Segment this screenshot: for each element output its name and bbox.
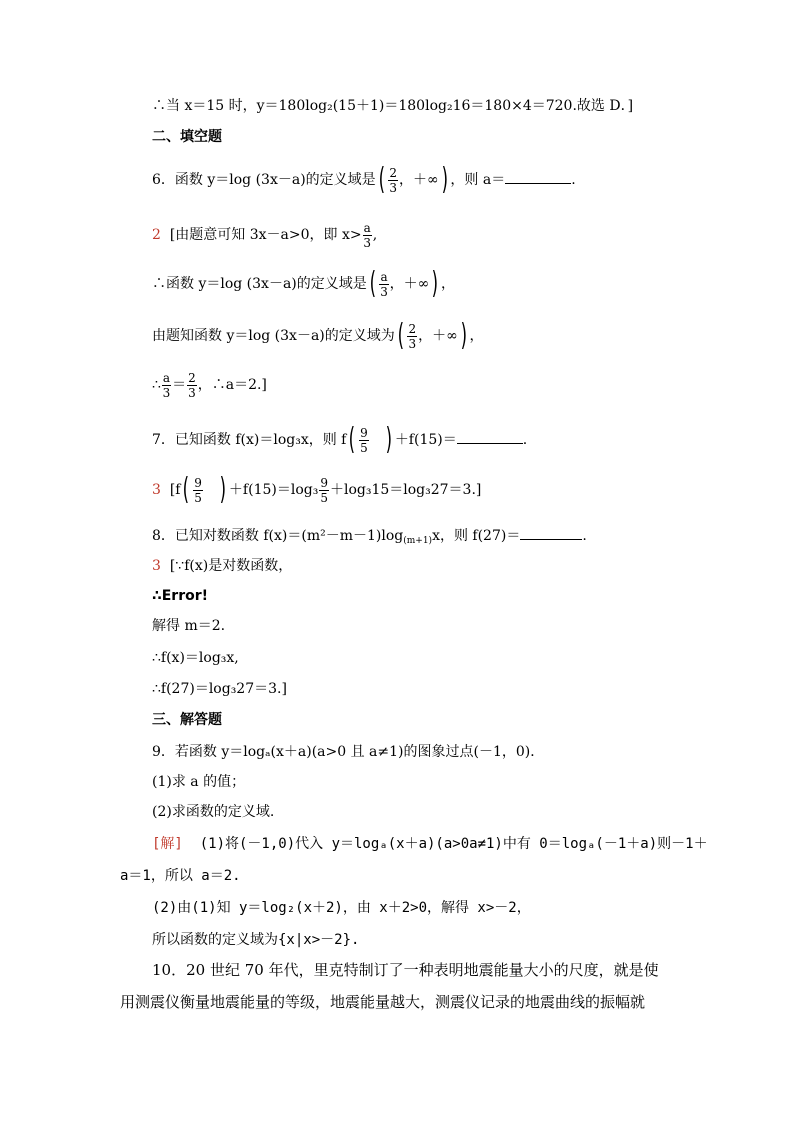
solution-tag: [解]: [152, 836, 183, 852]
question-9-part-1: (1)求 a 的值；: [152, 774, 246, 790]
answer-9-line-3: (2)由(1)知 y＝log₂(x＋2)，由 x＋2>0，解得 x>－2，: [152, 900, 531, 916]
answer-value: 3: [152, 482, 161, 498]
answer-8-line-3: 解得 m＝2.: [152, 618, 226, 634]
answer-9-line-1: [解] (1)将(－1,0)代入 y＝logₐ(x＋a)(a>0a≠1)中有 0＝logₐ(－1＋a)则－1＋: [152, 836, 708, 852]
question-10-line-1: 10．20 世纪 70 年代，里克特制订了一种表明地震能量大小的尺度，就是使: [152, 961, 659, 979]
answer-8-line-2: ∴Error!: [152, 588, 209, 604]
answer-8-line-5: ∴f(27)＝log₃27＝3.]: [152, 681, 287, 697]
answer-value: 2: [152, 227, 161, 243]
answer-blank: [457, 431, 523, 444]
answer-9-line-4: 所以函数的定义域为{x|x>－2}.: [152, 932, 360, 948]
question-10-line-2: 用测震仪衡量地震能量的等级，地震能量越大，测震仪记录的地震曲线的振幅就: [120, 993, 646, 1011]
answer-6-line-2: ∴函数 y＝log (3x－a)的定义域是( $\frac{a}{3}$ ，＋∞) ，: [152, 266, 456, 301]
question-6: 6．函数 y＝log (3x－a)的定义域是( $\frac{2}{3}$ ，＋∞) ，则 a＝ .: [152, 162, 576, 197]
answer-6-line-1: 2 [由题意可知 3x－a>0，即 x> $\frac{a}{3}$ ,: [152, 220, 378, 250]
answer-8-line-4: ∴f(x)＝log₃x,: [152, 650, 239, 666]
answer-8-line-1: 3 [∵f(x)是对数函数，: [152, 558, 293, 574]
answer-7: 3 [f( $\frac{9}{5}$ ) ＋f(15)＝log₃ $\frac{9}{5}$ ＋log₃15＝log₃27＝3.]: [152, 472, 482, 507]
section-heading-fill-in: 二、填空题: [152, 129, 222, 145]
answer-blank: [505, 171, 571, 184]
question-9-part-2: (2)求函数的定义域.: [152, 804, 275, 820]
answer-6-line-3: 由题知函数 y＝log (3x－a)的定义域为( $\frac{2}{3}$ ，＋∞) ，: [152, 318, 484, 353]
section-heading-solutions: 三、解答题: [152, 712, 222, 728]
question-9-stem: 9．若函数 y＝logₐ(x＋a)(a>0 且 a≠1)的图象过点(－1，0)．: [152, 744, 545, 760]
answer-6-line-4: ∴ $\frac{a}{3}$ ＝ $\frac{2}{3}$ ，∴a＝2.]: [152, 370, 267, 400]
question-8: 8．已知对数函数 $f(x)=(m^2-m-1)\log_{(m+1)}x$，则 f(27)＝ .: [152, 528, 587, 546]
answer-value: 3: [152, 558, 161, 574]
solution-line-q5: ∴当 x＝15 时，y＝180log₂(15＋1)＝180log₂16＝180×4＝720.故选 D．]: [152, 98, 634, 114]
question-7: 7．已知函数 f(x)＝log₃x，则 f( $\frac{9}{5}$ ) ＋f(15)＝ .: [152, 422, 528, 457]
answer-blank: [520, 527, 582, 540]
answer-9-line-2: a＝1，所以 a＝2.: [120, 868, 241, 884]
